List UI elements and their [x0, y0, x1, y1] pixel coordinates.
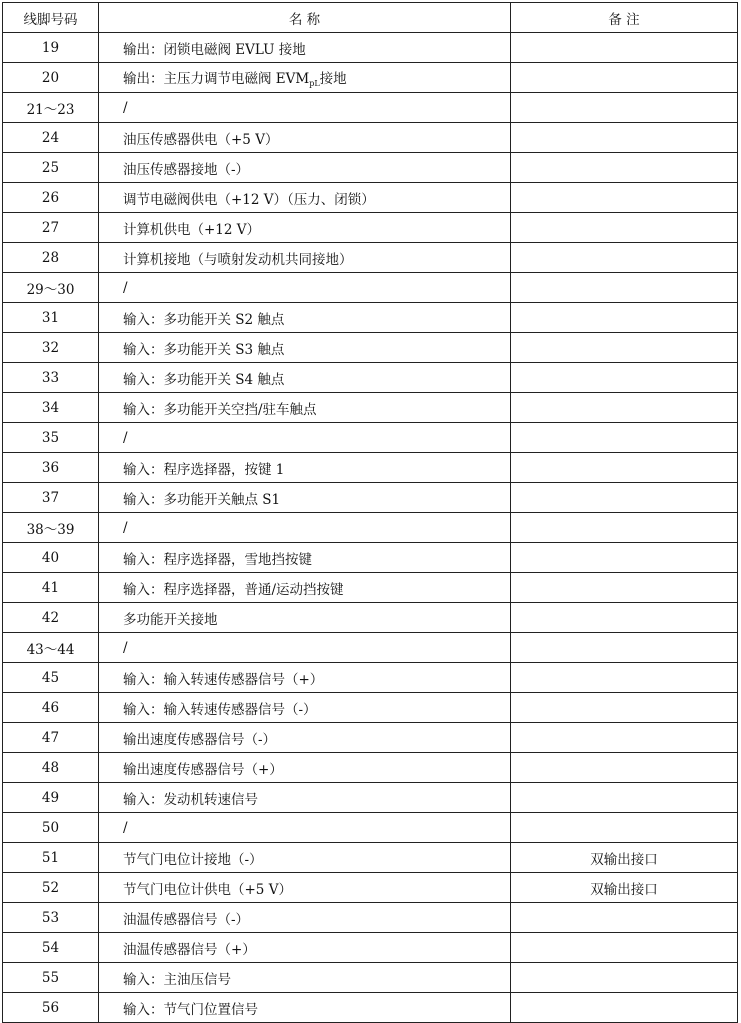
- note-cell: [511, 453, 738, 483]
- pin-number-cell: 20: [3, 63, 99, 93]
- pin-name-cell: 油压传感器供电（+5 V）: [99, 123, 511, 153]
- pin-name-cell: 输入：多功能开关触点 S1: [99, 483, 511, 513]
- pin-name-cell: 油压传感器接地（-）: [99, 153, 511, 183]
- note-cell: [511, 483, 738, 513]
- pin-name-cell: 输入：节气门位置信号: [99, 993, 511, 1023]
- pin-number-cell: 25: [3, 153, 99, 183]
- note-cell: [511, 183, 738, 213]
- note-cell: [511, 213, 738, 243]
- pin-number-cell: 48: [3, 753, 99, 783]
- note-cell: [511, 93, 738, 123]
- pin-number-cell: 49: [3, 783, 99, 813]
- table-row: [3, 783, 738, 813]
- note-cell: [511, 33, 738, 63]
- pin-number-cell: 56: [3, 993, 99, 1023]
- note-cell: [511, 273, 738, 303]
- note-cell: [511, 333, 738, 363]
- note-cell: [511, 63, 738, 93]
- pin-number-cell: 50: [3, 813, 99, 843]
- table-row: [3, 393, 738, 423]
- table-row: [3, 843, 738, 873]
- table-body: [3, 33, 738, 1023]
- pin-name-cell: 节气门电位计接地（-）: [99, 843, 511, 873]
- table-row: [3, 993, 738, 1023]
- table-row: [3, 933, 738, 963]
- pin-name-cell: 输入：多功能开关空挡/驻车触点: [99, 393, 511, 423]
- note-cell: [511, 543, 738, 573]
- column-header-pin: 线脚号码: [3, 3, 99, 33]
- table-row: [3, 243, 738, 273]
- pin-name-cell: 输入：多功能开关 S2 触点: [99, 303, 511, 333]
- pin-name-cell: [99, 63, 511, 93]
- pin-name-cell: 计算机接地（与喷射发动机共同接地）: [99, 243, 511, 273]
- note-cell: [511, 153, 738, 183]
- table-row: [3, 63, 738, 93]
- pin-name-cell: 调节电磁阀供电（+12 V）（压力、闭锁）: [99, 183, 511, 213]
- pin-number-cell: 46: [3, 693, 99, 723]
- pin-name-text: 输出：主压力调节电磁阀 EVM: [123, 71, 310, 87]
- pin-number-cell: 24: [3, 123, 99, 153]
- pin-name-cell: 输出速度传感器信号（+）: [99, 753, 511, 783]
- table-row: [3, 723, 738, 753]
- pin-name-cell: 输入：程序选择器，雪地挡按键: [99, 543, 511, 573]
- pin-name-cell: 输入：主油压信号: [99, 963, 511, 993]
- note-cell: 双输出接口: [511, 873, 738, 903]
- table-row: [3, 543, 738, 573]
- pin-number-cell: 19: [3, 33, 99, 63]
- table-row: [3, 423, 738, 453]
- pin-name-cell: 输入：多功能开关 S3 触点: [99, 333, 511, 363]
- table-row: [3, 663, 738, 693]
- note-cell: [511, 393, 738, 423]
- note-cell: [511, 993, 738, 1023]
- note-cell: [511, 783, 738, 813]
- pin-name-cell: 输入：程序选择器，按键 1: [99, 453, 511, 483]
- pin-name-cell: 计算机供电（+12 V）: [99, 213, 511, 243]
- pin-number-cell: 32: [3, 333, 99, 363]
- pin-name-cell: 输入：多功能开关 S4 触点: [99, 363, 511, 393]
- table-row: [3, 363, 738, 393]
- note-cell: [511, 723, 738, 753]
- pin-name-cell: 多功能开关接地: [99, 603, 511, 633]
- pin-name-cell: 输入：程序选择器，普通/运动挡按键: [99, 573, 511, 603]
- note-cell: [511, 303, 738, 333]
- pin-name-cell: 输入：输入转速传感器信号（+）: [99, 663, 511, 693]
- pin-number-cell: 40: [3, 543, 99, 573]
- pin-number-cell: 42: [3, 603, 99, 633]
- table-row: [3, 453, 738, 483]
- table-row: [3, 633, 738, 663]
- note-cell: [511, 813, 738, 843]
- pin-name-cell: /: [99, 513, 511, 543]
- table-row: [3, 93, 738, 123]
- note-cell: [511, 663, 738, 693]
- pin-name-cell: /: [99, 273, 511, 303]
- pin-name-subscript: pL: [309, 79, 320, 88]
- table-row: [3, 483, 738, 513]
- pin-number-cell: 37: [3, 483, 99, 513]
- table-header-row: [3, 3, 738, 33]
- pin-number-cell: 43～44: [3, 633, 99, 663]
- pin-name-cell: 输入：发动机转速信号: [99, 783, 511, 813]
- note-cell: 双输出接口: [511, 843, 738, 873]
- table-row: [3, 153, 738, 183]
- table-row: [3, 213, 738, 243]
- table-row: [3, 873, 738, 903]
- pin-name-cell: 油温传感器信号（+）: [99, 933, 511, 963]
- pin-number-cell: 41: [3, 573, 99, 603]
- note-cell: [511, 513, 738, 543]
- pin-name-cell: /: [99, 93, 511, 123]
- table-row: [3, 33, 738, 63]
- table-row: [3, 273, 738, 303]
- table-row: [3, 903, 738, 933]
- pin-number-cell: 34: [3, 393, 99, 423]
- pin-number-cell: 52: [3, 873, 99, 903]
- table-row: [3, 603, 738, 633]
- pin-number-cell: 21～23: [3, 93, 99, 123]
- pin-number-cell: 36: [3, 453, 99, 483]
- table-row: [3, 963, 738, 993]
- pin-number-cell: 27: [3, 213, 99, 243]
- pin-number-cell: 35: [3, 423, 99, 453]
- pin-number-cell: 54: [3, 933, 99, 963]
- table-row: [3, 573, 738, 603]
- note-cell: [511, 573, 738, 603]
- note-cell: [511, 693, 738, 723]
- table-row: [3, 303, 738, 333]
- pin-number-cell: 53: [3, 903, 99, 933]
- pin-number-cell: 31: [3, 303, 99, 333]
- pin-name-cell: /: [99, 423, 511, 453]
- pin-number-cell: 45: [3, 663, 99, 693]
- pin-assignment-table: [2, 2, 738, 1023]
- pin-number-cell: 26: [3, 183, 99, 213]
- pin-number-cell: 55: [3, 963, 99, 993]
- pin-name-cell: 油温传感器信号（-）: [99, 903, 511, 933]
- note-cell: [511, 363, 738, 393]
- note-cell: [511, 963, 738, 993]
- pin-name-cell: 输入：输入转速传感器信号（-）: [99, 693, 511, 723]
- pin-name-cell: /: [99, 633, 511, 663]
- note-cell: [511, 633, 738, 663]
- pin-name-cell: 节气门电位计供电（+5 V）: [99, 873, 511, 903]
- pin-name-suffix: 接地: [319, 71, 347, 87]
- pin-number-cell: 47: [3, 723, 99, 753]
- column-header-note: 备 注: [511, 3, 738, 33]
- column-header-name: 名 称: [99, 3, 511, 33]
- table-row: [3, 753, 738, 783]
- pin-name-cell: /: [99, 813, 511, 843]
- pin-number-cell: 38～39: [3, 513, 99, 543]
- table-row: [3, 813, 738, 843]
- pin-name-cell: 输出速度传感器信号（-）: [99, 723, 511, 753]
- note-cell: [511, 123, 738, 153]
- note-cell: [511, 753, 738, 783]
- note-cell: [511, 933, 738, 963]
- note-cell: [511, 603, 738, 633]
- note-cell: [511, 423, 738, 453]
- pin-number-cell: 51: [3, 843, 99, 873]
- pin-name-cell: 输出：闭锁电磁阀 EVLU 接地: [99, 33, 511, 63]
- pin-number-cell: 28: [3, 243, 99, 273]
- note-cell: [511, 243, 738, 273]
- table-row: [3, 513, 738, 543]
- table-row: [3, 123, 738, 153]
- table-row: [3, 183, 738, 213]
- pin-number-cell: 29～30: [3, 273, 99, 303]
- table-row: [3, 693, 738, 723]
- note-cell: [511, 903, 738, 933]
- pin-number-cell: 33: [3, 363, 99, 393]
- table-row: [3, 333, 738, 363]
